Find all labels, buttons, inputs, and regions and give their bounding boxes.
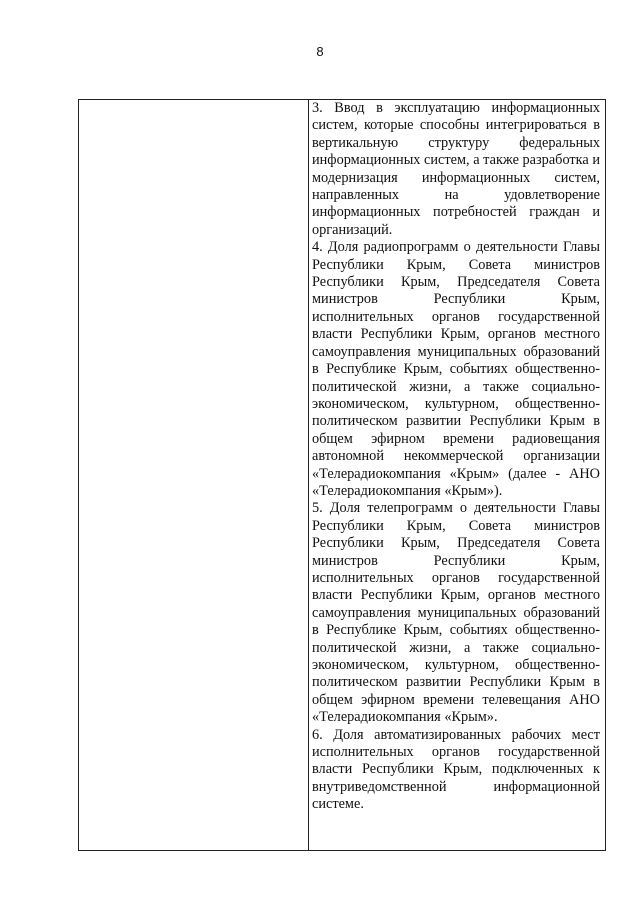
- indicator-item-4: 4. Доля радиопрограмм о деятельности Главы Республики Крым, Совета министров Республики Крым, Председателя Совета министров Республики Крым, исполнительных органов государственной власти Республики Крым, органов местного самоуправления муниципальных образований в Республике Крым, событиях общественно-политической жизни, а также социально-экономическом, культурном, общественно-политическом развитии Республики Крым в общем эфирном времени радиовещания автономной некоммерческой организации «Телерадиокомпания «Крым» (далее - АНО «Телерадиокомпания «Крым»).: [312, 239, 600, 499]
- indicator-item-5: 5. Доля телепрограмм о деятельности Главы Республики Крым, Совета министров Республики Крым, Председателя Совета министров Республики Крым, исполнительных органов государственной власти Республики Крым, органов местного самоуправления муниципальных образований в Республике Крым, событиях общественно-политической жизни, а также социально-экономическом, культурном, общественно-политическом развитии Республики Крым в общем эфирном времени телевещания АНО «Телерадиокомпания «Крым».: [312, 500, 600, 726]
- page-number: 8: [316, 44, 324, 59]
- document-table: [78, 99, 606, 851]
- indicator-item-6: 6. Доля автоматизированных рабочих мест исполнительных органов государственной власти Республики Крым, подключенных к внутриведомственной информационной системе.: [312, 726, 600, 813]
- indicator-item-3: 3. Ввод в эксплуатацию информационных систем, которые способны интегрироваться в вертикальную структуру федеральных информационных систем, а также разработка и модернизация информационных систем, направленных на удовлетворение информационных потребностей граждан и организаций.: [312, 100, 600, 238]
- table-left-cell: [79, 100, 309, 850]
- table-right-cell: [309, 100, 605, 850]
